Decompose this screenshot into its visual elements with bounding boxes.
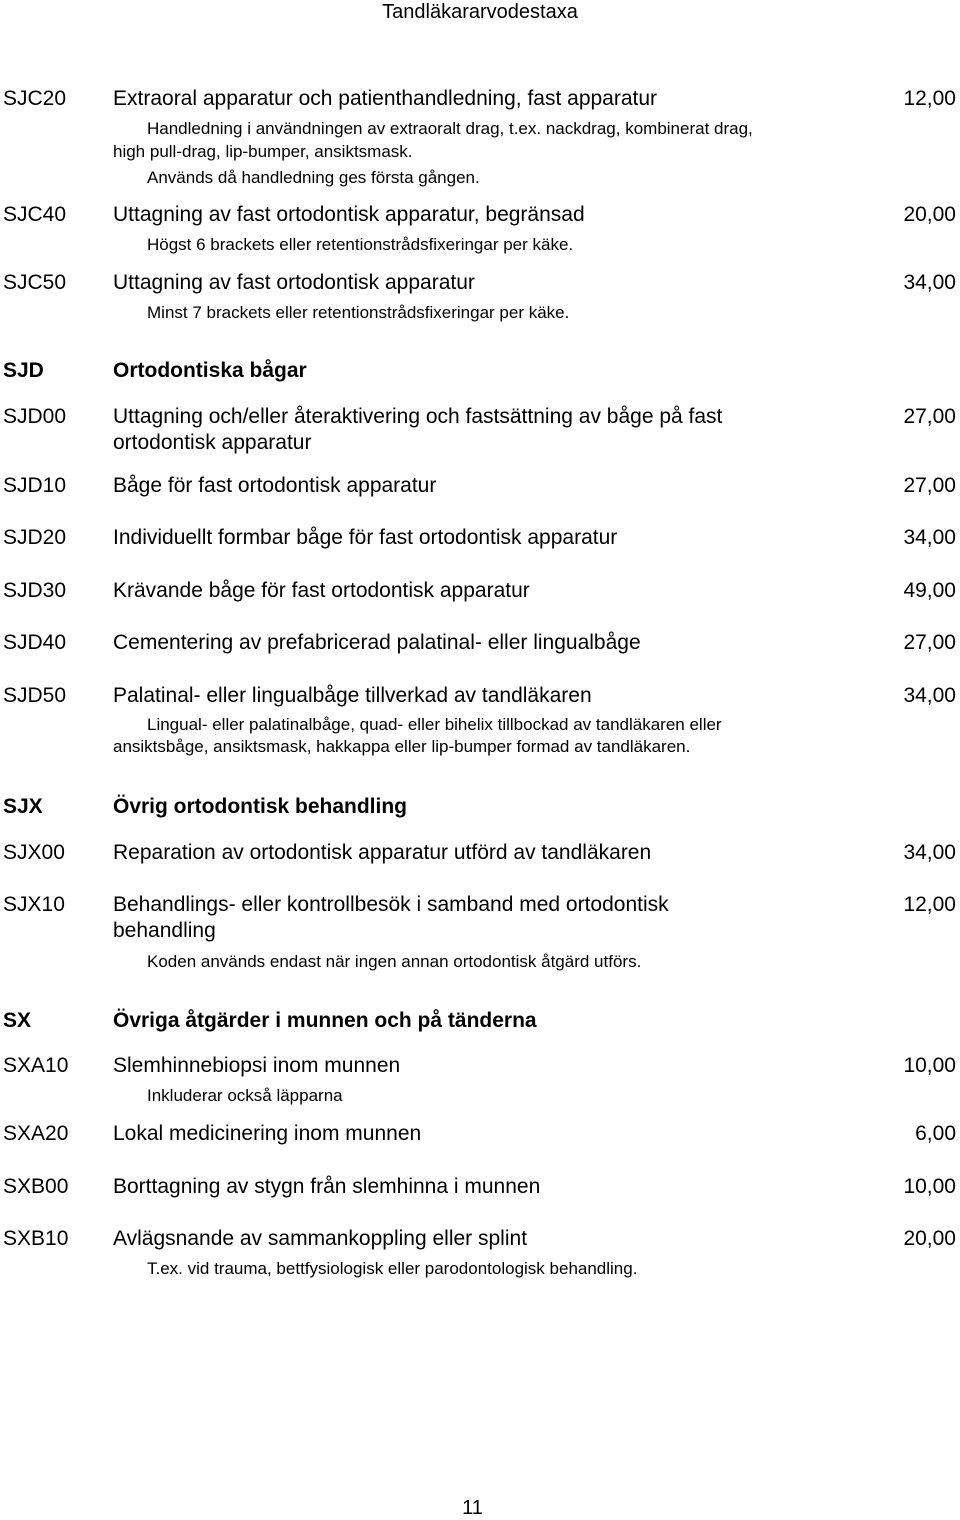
section-code: SJD xyxy=(3,359,44,382)
entry-price: 27,00 xyxy=(903,631,956,654)
entry-price: 27,00 xyxy=(903,405,956,428)
section-code: SJX xyxy=(3,795,43,818)
entry-note: Minst 7 brackets eller retentionstrådsfixeringar per käke. xyxy=(147,303,570,322)
entry-code: SJC40 xyxy=(3,203,67,226)
entry-code: SJD30 xyxy=(3,579,67,602)
entry-title-continued: behandling xyxy=(113,919,216,942)
page-header: Tandläkararvodestaxa xyxy=(382,1,578,23)
entry-title: Palatinal- eller lingualbåge tillverkad av tandläkaren xyxy=(113,684,592,707)
entry-price: 34,00 xyxy=(903,526,956,549)
entry-title: Reparation av ortodontisk apparatur utförd av tandläkaren xyxy=(113,841,652,864)
section-heading: Övriga åtgärder i munnen och på tänderna xyxy=(113,1009,537,1032)
entry-title: Uttagning och/eller återaktivering och fastsättning av båge på fast xyxy=(113,405,723,428)
entry-code: SXA10 xyxy=(3,1054,69,1077)
entry-note: Handledning i användningen av extraoralt drag, t.ex. nackdrag, kombinerat drag, xyxy=(147,119,753,138)
entry-code: SJD20 xyxy=(3,526,67,549)
entry-title: Cementering av prefabricerad palatinal- eller lingualbåge xyxy=(113,631,641,654)
entry-price: 12,00 xyxy=(903,87,956,110)
entry-price: 10,00 xyxy=(903,1054,956,1077)
entry-note: Högst 6 brackets eller retentionstrådsfixeringar per käke. xyxy=(147,235,574,254)
entry-title: Behandlings- eller kontrollbesök i samband med ortodontisk xyxy=(113,893,669,916)
entry-note: Inkluderar också läpparna xyxy=(147,1086,343,1105)
page-number: 11 xyxy=(462,1497,483,1519)
entry-price: 20,00 xyxy=(903,1227,956,1250)
entry-code: SJC20 xyxy=(3,87,67,110)
entry-code: SJX10 xyxy=(3,893,65,916)
entry-title: Krävande båge för fast ortodontisk apparatur xyxy=(113,579,530,602)
entry-code: SJD10 xyxy=(3,474,67,497)
entry-price: 34,00 xyxy=(903,841,956,864)
entry-price: 34,00 xyxy=(903,271,956,294)
entry-code: SXB00 xyxy=(3,1175,69,1198)
entry-price: 12,00 xyxy=(903,893,956,916)
entry-title: Borttagning av stygn från slemhinna i munnen xyxy=(113,1175,541,1198)
entry-price: 27,00 xyxy=(903,474,956,497)
entry-price: 34,00 xyxy=(903,684,956,707)
entry-code: SJX00 xyxy=(3,841,65,864)
section-code: SX xyxy=(3,1009,32,1032)
entry-price: 10,00 xyxy=(903,1175,956,1198)
entry-price: 6,00 xyxy=(915,1122,956,1145)
entry-code: SXB10 xyxy=(3,1227,69,1250)
entry-code: SJC50 xyxy=(3,271,67,294)
entry-title: Uttagning av fast ortodontisk apparatur xyxy=(113,271,475,294)
entry-note: Lingual- eller palatinalbåge, quad- eller bihelix tillbockad av tandläkaren eller xyxy=(147,715,722,734)
entry-note: T.ex. vid trauma, bettfysiologisk eller parodontologisk behandling. xyxy=(147,1259,638,1278)
entry-title: Båge för fast ortodontisk apparatur xyxy=(113,474,437,497)
entry-note: high pull-drag, lip-bumper, ansiktsmask. xyxy=(113,142,413,161)
entry-title-continued: ortodontisk apparatur xyxy=(113,431,312,454)
entry-price: 49,00 xyxy=(903,579,956,602)
section-heading: Ortodontiska bågar xyxy=(113,359,307,382)
entry-title: Individuellt formbar båge för fast ortodontisk apparatur xyxy=(113,526,618,549)
entry-code: SJD00 xyxy=(3,405,67,428)
entry-title: Slemhinnebiopsi inom munnen xyxy=(113,1054,401,1077)
entry-note: Koden används endast när ingen annan ortodontisk åtgärd utförs. xyxy=(147,952,642,971)
entry-code: SJD50 xyxy=(3,684,67,707)
entry-note: ansiktsbåge, ansiktsmask, hakkappa eller lip-bumper formad av tandläkaren. xyxy=(113,737,691,756)
entry-title: Avlägsnande av sammankoppling eller splint xyxy=(113,1227,528,1250)
entry-code: SJD40 xyxy=(3,631,67,654)
entry-note: Används då handledning ges första gången. xyxy=(147,168,480,187)
entry-title: Lokal medicinering inom munnen xyxy=(113,1122,422,1145)
entry-title: Uttagning av fast ortodontisk apparatur, begränsad xyxy=(113,203,585,226)
entry-title: Extraoral apparatur och patienthandledning, fast apparatur xyxy=(113,87,658,110)
section-heading: Övrig ortodontisk behandling xyxy=(113,795,407,818)
entry-price: 20,00 xyxy=(903,203,956,226)
entry-code: SXA20 xyxy=(3,1122,69,1145)
